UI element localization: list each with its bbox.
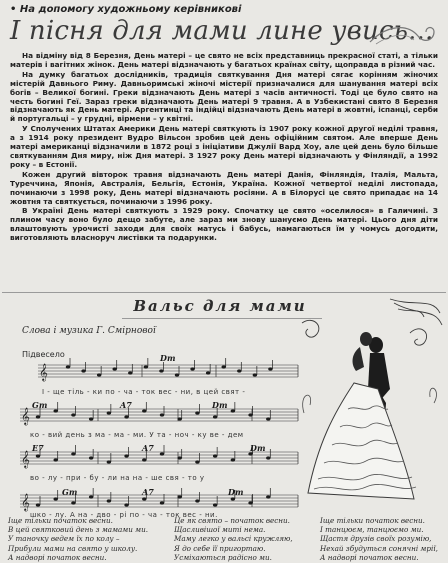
note-head bbox=[97, 373, 101, 376]
note-head bbox=[266, 495, 270, 498]
note-head bbox=[128, 371, 132, 374]
note-head bbox=[178, 456, 182, 459]
note-head bbox=[231, 458, 235, 461]
swirl-ornament-icon bbox=[368, 22, 438, 48]
verse-block bbox=[320, 516, 438, 562]
lyrics-line: во - лу - при - бу - ли на на - ше свя - то у bbox=[30, 474, 205, 482]
note-head bbox=[213, 454, 217, 457]
note-head bbox=[144, 365, 148, 368]
note-head bbox=[213, 503, 217, 506]
note-head bbox=[113, 367, 117, 370]
article-body bbox=[10, 52, 438, 244]
sheet-music-section bbox=[2, 292, 446, 519]
chord-label: Dm bbox=[250, 443, 266, 453]
note-head bbox=[195, 411, 199, 414]
note-head bbox=[190, 367, 194, 370]
note-head bbox=[231, 409, 235, 412]
song-credits: Слова і музика Г. Смірнової bbox=[22, 326, 156, 336]
chord-label: Gm bbox=[62, 487, 78, 497]
note-head bbox=[71, 501, 75, 504]
note-head bbox=[159, 369, 163, 372]
verse-block bbox=[8, 516, 148, 562]
verse-line: В цей святковий день з мамами ми. bbox=[8, 525, 149, 535]
note-head bbox=[195, 460, 199, 463]
verse-line: Я до себе її пригортаю. bbox=[174, 543, 266, 553]
note-head bbox=[89, 495, 93, 498]
note-head bbox=[195, 499, 199, 502]
note-head bbox=[206, 371, 210, 374]
verse-line: Іще тільки початок весни. bbox=[8, 516, 113, 525]
verse-line: Щастя друзів своїх розумію, bbox=[320, 534, 432, 544]
chord-label: A7 bbox=[142, 443, 154, 453]
note-head bbox=[54, 409, 58, 412]
note-head bbox=[222, 365, 226, 368]
note-head bbox=[178, 495, 182, 498]
note-head bbox=[66, 365, 70, 368]
note-head bbox=[124, 415, 128, 418]
note-head bbox=[142, 458, 146, 461]
verse-line: Іще тільки початок весни. bbox=[320, 516, 425, 525]
note-head bbox=[36, 454, 40, 457]
note-head bbox=[160, 413, 164, 416]
dancing-couple-illustration bbox=[294, 293, 446, 519]
article-paragraph: Кожен другий вівторок травня відзначають День матері Данія, Фінляндія, Італія, Мальта, Туреччина, Японія, Австралія, Бельгія, Естонія, Україна. Кожної четвертої неділі листопада, починаючи з 1998 року, День матері відзначають росіяни. А в Білорусі це свято припадає на 14 жовтня та святкується, починаючи з 1996 року. bbox=[10, 169, 438, 206]
chord-label: E7 bbox=[32, 443, 44, 453]
note-head bbox=[160, 501, 164, 504]
note-head bbox=[124, 503, 128, 506]
article-paragraph: На думку багатьох дослідників, традиція святкування Дня матері сягає корінням жіночих містерій Давнього Риму. Давньоримські жіночі містерії призначалися для шанування матері всіх богів – Великої богині. Греки відзначають День матері з часів античності. Тоді це було свято на честь богині Геї. Зараз греки відзначають День матері 9 травня. А в Узбекистані свято 8 Березня відзначають як День матері. Аргентинці та індійці відзначають День матері в жовтні, іспанці, серби й португальці – у грудні, вірмени – у квітні. bbox=[10, 69, 438, 124]
treble-clef-icon: 𝄞 bbox=[21, 450, 30, 468]
chord-label: Dm bbox=[228, 487, 244, 497]
note-head bbox=[54, 458, 58, 461]
note-head bbox=[107, 499, 111, 502]
verse-line: А надворі початок весни. bbox=[8, 552, 107, 562]
note-head bbox=[71, 413, 75, 416]
song-verses bbox=[8, 516, 440, 562]
section-label bbox=[10, 4, 241, 15]
song-title: Вальс для мами bbox=[133, 297, 307, 315]
chord-label: A7 bbox=[120, 400, 132, 410]
lyrics-line: ко - вий день з ма - ма - ми. У та - ноч - ку ве - дем bbox=[30, 431, 244, 439]
note-head bbox=[71, 452, 75, 455]
note-head bbox=[36, 415, 40, 418]
note-head bbox=[81, 369, 85, 372]
note-head bbox=[178, 417, 182, 420]
article-paragraph: У Сполучених Штатах Америки День матері святкують із 1907 року кожної другої неділі травня, а з 1914 року президент Вудро Вільсон зробив цей день офіційним святом. Але вперше День матері американці відзначили в 1872 році з ініціативи Джулії Вард Хоу, але цей день було більше святкуванням Дня миру, ніж Дня матері. З 1927 року День матері відзначають у Фінляндії, а 1992 року – в Естонії. bbox=[10, 124, 438, 169]
note-head bbox=[142, 497, 146, 500]
note-head bbox=[248, 413, 252, 416]
chord-label: Gm bbox=[32, 400, 48, 410]
article-paragraph: В Україні День матері святкують з 1929 року. Спочатку це свято «оселилося» в Галичині. З плином часу воно було дещо забуте, але зараз ми знову шануємо День матері. Цього дня діти влаштовують урочисті заходи для своїх матусь і бабусь, намагаються їм у чомусь догодити, виготовляють власноруч листівки та подарунки. bbox=[10, 206, 438, 243]
note-head bbox=[253, 373, 257, 376]
verse-block bbox=[174, 516, 293, 562]
chord-label: A7 bbox=[142, 487, 154, 497]
note-head bbox=[107, 460, 111, 463]
treble-clef-icon: 𝄞 bbox=[39, 363, 48, 381]
note-head bbox=[231, 497, 235, 500]
section-title: На допомогу художньому керівникові bbox=[19, 4, 242, 15]
verse-line: У таночку ведем їх по колу – bbox=[8, 534, 120, 544]
note-head bbox=[107, 411, 111, 414]
note-head bbox=[89, 417, 93, 420]
lyrics-line: І - ще тіль - ки по - ча - ток вес - ни, в цей свят - bbox=[42, 388, 246, 396]
note-head bbox=[175, 373, 179, 376]
note-head bbox=[142, 409, 146, 412]
page-title: І пісня для мами лине увись... bbox=[10, 16, 434, 46]
note-head bbox=[268, 367, 272, 370]
tempo-marking: Підвесело bbox=[22, 350, 65, 359]
article-paragraph: На відміну від 8 Березня, День матері – це свято не всіх представниць прекрасної статі, а тільки матерів і вагітних жінок. День матері відзначають у багатьох країнах світу, щоправда в різний час. bbox=[10, 51, 438, 69]
note-head bbox=[160, 452, 164, 455]
note-head bbox=[124, 454, 128, 457]
section-bullet: • bbox=[10, 4, 17, 15]
note-head bbox=[237, 369, 241, 372]
chord-label: Dm bbox=[160, 353, 176, 363]
note-head bbox=[89, 456, 93, 459]
verse-line: Маму легко у вальсі кружляю, bbox=[174, 534, 293, 544]
note-head bbox=[54, 497, 58, 500]
verse-line: І танцюєм, танцюємо ми. bbox=[320, 525, 424, 535]
verse-line: Це як свято – початок весни. bbox=[174, 516, 290, 525]
verse-line: Прибули мами на свято у школу. bbox=[8, 543, 138, 553]
note-head bbox=[213, 415, 217, 418]
note-head bbox=[266, 456, 270, 459]
note-head bbox=[266, 417, 270, 420]
note-head bbox=[248, 501, 252, 504]
lyrics-line: шко - лу. А на - дво - рі по - ча - ток вес - ни. bbox=[30, 511, 218, 519]
verse-line: Щасливішої миті нема. bbox=[174, 525, 266, 535]
verse-line: Усміхаються радісно ми. bbox=[174, 552, 272, 562]
treble-clef-icon: 𝄞 bbox=[21, 493, 30, 511]
verse-line: Нехай збудуться сонячні мрії, bbox=[320, 543, 438, 553]
treble-clef-icon: 𝄞 bbox=[21, 407, 30, 425]
note-head bbox=[36, 503, 40, 506]
chord-label: Dm bbox=[212, 400, 228, 410]
verse-line: А надворі початок весни. bbox=[320, 552, 419, 562]
